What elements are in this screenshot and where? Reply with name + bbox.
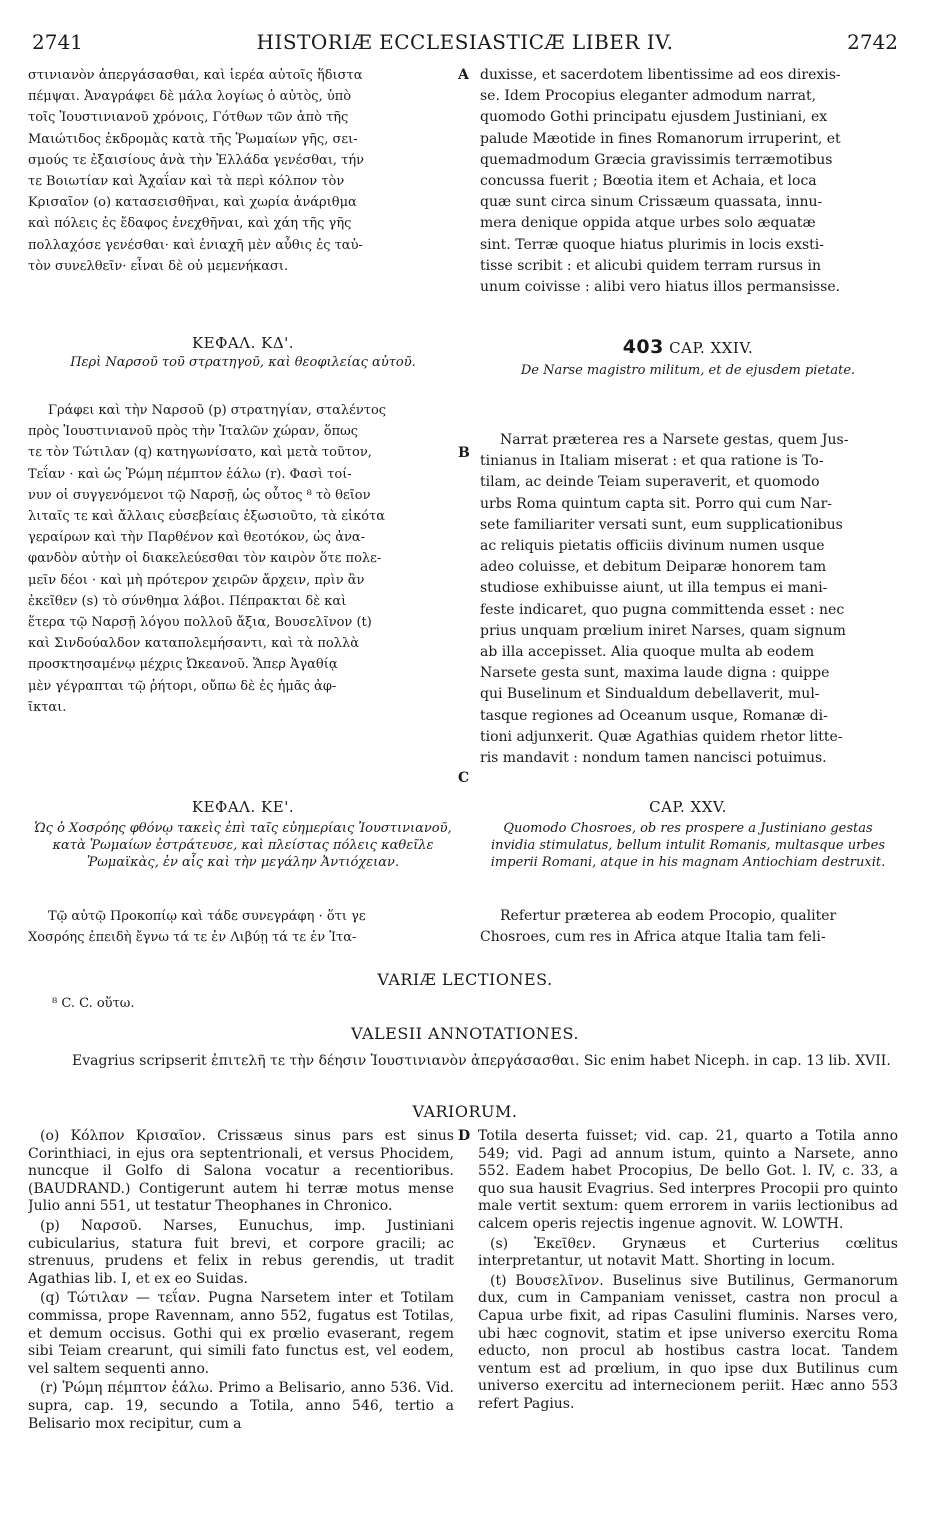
latin-line: quomodo Gothi principatu ejusdem Justiniani, ex [480, 109, 828, 126]
latin-line: tilam, ac deinde Teiam superaverit, et quomodo [480, 474, 820, 491]
greek-line: τε Βοιωτίαν καὶ Ἀχαΐαν καὶ τὰ περὶ κόλπον τὸν [28, 174, 345, 190]
greek-line: Τῷ αὐτῷ Προκοπίῳ καὶ τάδε συνεγράφη · ὅτι γε [48, 909, 366, 924]
latin-line: sete familiariter versati sunt, eum supplicationibus [480, 516, 843, 533]
greek-line: καὶ Σινδούαλδον καταπολεμήσαντι, καὶ τὰ πολλὰ [28, 636, 360, 652]
latin-line: tisse scribit : et alicubi quidem terram rursus in [480, 257, 822, 274]
page-title: HISTORIÆ ECCLESIASTICÆ LIBER IV. [256, 30, 674, 54]
greek-line: πέμψαι. Ἀναγράφει δὲ μάλα λογίως ὁ αὐτὸς, ὑπὸ [28, 89, 352, 105]
latin-line: Chosroes, cum res in Africa atque Italia tam feli- [480, 929, 826, 946]
greek-line: ἐκεῖθεν (s) τὸ σύνθημα λάβοι. Πέπρακται δὲ καὶ [28, 593, 347, 609]
latin-line: Narsete gesta sunt, maxima laude digna : quippe [480, 665, 830, 682]
latin-line: tinianus in Italiam miserat : et qua ratione is To- [480, 453, 824, 470]
greek-line: πολλαχόσε γενέσθαι· καὶ ἐνιαχῆ μὲν αὖθις ἐς ταὐ- [28, 237, 363, 253]
latin-line: se. Idem Procopius eleganter admodum narrat, [480, 88, 817, 105]
greek-line: στινιανὸν ἀπεργάσασθαι, καὶ ἱερέα αὐτοῖς ἥδιστα [28, 68, 363, 83]
greek-line: Κρισαῖον (o) κατασεισθῆναι, καὶ χωρία ἀνάριθμα [28, 195, 357, 211]
latin-chapter-25-heading: CAP. XXV. [649, 798, 727, 816]
greek-line: λιταῖς τε καὶ ἄλλαις εὐσεβείαις ἐξωσιοῦτο, τὰ εἰκότα [28, 509, 386, 525]
margin-letter-b: B [458, 445, 470, 461]
latin-chapter-24-body [480, 430, 896, 780]
greek-line: τε τὸν Τώτιλαν (q) κατηγωνίσατο, καὶ μετὰ τοῦτον, [28, 445, 372, 461]
variorum-note-r: (r) Ῥώμη πέμπτον ἑάλω. Primo a Belisario, anno 536. Vid. supra, cap. 19, secundo a Totila, anno 546, tertio a Belisario mox recipitur, cum a [28, 1380, 454, 1432]
latin-line: concussa fuerit ; Bœotia item et Achaia, et loca [480, 173, 817, 190]
greek-intro [28, 65, 458, 285]
valesii-annotationes-title: VALESII ANNOTATIONES. [351, 1024, 579, 1043]
latin-line: sint. Terræ quoque hiatus plurimis in locis exsti- [480, 236, 824, 253]
latin-line: qui Buselinum et Sindualdum debellaverit, mul- [480, 686, 820, 703]
greek-line: τοῖς Ἰουστινιανοῦ χρόνοις, Γότθων τῶν ἀπὸ τῆς [28, 110, 349, 126]
variant-note: ⁸ C. C. οὕτω. [52, 996, 135, 1011]
variorum-note-o: (o) Κόλπον Κρισαῖον. Crissæus sinus pars est sinus Corinthiaci, in ejus ora septentrionali, et versus Phocidem, nuncque il Golfo di Salona vocatur a recentioribus. (BAUDRAND.) Contigerunt autem hi terræ motus mense Julio anni 551, ut testatur Theophanes in Chronico. [28, 1128, 454, 1215]
latin-line: Narrat præterea res a Narsete gestas, quem Jus- [500, 432, 849, 448]
margin-letter-c: C [458, 770, 470, 786]
variae-lectiones-title: VARIÆ LECTIONES. [377, 970, 553, 989]
greek-line: μεῖν δέοι · καὶ μὴ πρότερον χειρῶν ἄρχειν, πρὶν ἂν [28, 572, 365, 588]
latin-line: studiose exhibuisse aiunt, ut illa tempus ei mani- [480, 580, 828, 597]
greek-line: ἕτερα τῷ Ναρσῇ λόγου πολλοῦ ἄξια, Βουσελῖνον (t) [28, 615, 372, 631]
variorum-note-q: (q) Τώτιλαν — τεΐαν. Pugna Narsetem inter et Totilam commissa, prope Ravennam, anno 552, fugatus est Totilas, et demum occisus. Gothi qui ex prœlio evaserant, regem sibi Teiam crearunt, qui simili fato functus est, vel eodem, vel saltem sequenti anno. [28, 1290, 454, 1377]
greek-line: Γράφει καὶ τὴν Ναρσοῦ (p) στρατηγίαν, σταλέντος [48, 403, 387, 418]
latin-line: Refertur præterea ab eodem Procopio, qualiter [500, 908, 837, 924]
variorum-notes-left [28, 1128, 454, 1520]
greek-chapter-24-title: Περὶ Ναρσοῦ τοῦ στρατηγοῦ, καὶ θεοφιλείας αὐτοῦ. [70, 355, 416, 370]
margin-letter-d: D [458, 1128, 471, 1144]
latin-line: tasque regiones ad Oceanum usque, Romanæ di- [480, 707, 828, 724]
latin-line: feste indicaret, quo pugna committenda esset : nec [480, 601, 845, 618]
greek-chapter-25-body [28, 906, 458, 950]
latin-line: prius unquam prœlium iniret Narses, quam signum [480, 622, 846, 639]
greek-line: φανδὸν αὐτὴν οἱ διακελεύεσθαι τὸν καιρὸν ὅτε πολε- [28, 551, 382, 567]
margin-letter-a: A [458, 67, 469, 83]
latin-line: palude Mæotide in fines Romanorum irruperint, et [480, 130, 841, 147]
latin-line: mera denique oppida atque urbes solo æquatæ [480, 215, 816, 232]
latin-line: ris mandavit : nondum tamen nancisci potuimus. [480, 750, 827, 767]
latin-line: ac reliquis pietatis officiis divinum numen usque [480, 538, 825, 555]
greek-chapter-25-heading: ΚΕΦΑΛ. ΚΕ'. [191, 798, 295, 816]
greek-chapter-24-body [28, 400, 458, 730]
greek-chapter-24-heading: ΚΕΦΑΛ. ΚΔ'. [191, 334, 295, 352]
latin-chapter-24-title: De Narse magistro militum, et de ejusdem pietate. [520, 363, 856, 378]
greek-line: προσκτησαμένῳ μέχρις Ὠκεανοῦ. Ἅπερ Ἀγαθίᾳ [28, 657, 338, 673]
greek-line: Τεΐαν · καὶ ὡς Ῥώμη πέμπτον ἑάλω (r). Φασὶ τοί- [28, 466, 352, 482]
latin-chapter-25-title: Quomodo Chosroes, ob res prospere a Justiniano gestas invidia stimulatus, bellum intulit Romanis, multasque urbes imperii Romani, atque in his magnam Antiochiam destruxit. [490, 821, 886, 870]
greek-line: Χοσρόης ἐπειδὴ ἔγνω τά τε ἐν Λιβύῃ τά τε ἐν Ἰτα- [28, 930, 357, 946]
valesii-annotation-text: Evagrius scripserit ἐπιτελῆ τε τὴν δέησιν Ἰουστινιανὸν ἀπεργάσασθαι. Sic enim habet Niceph. in cap. 13 lib. XVII. [72, 1053, 891, 1069]
variorum-note-t: (t) Βουσελῖνον. Buselinus sive Butilinus, Germanorum dux, cum in Campaniam venisset, castra non procul a Capua urbe fixit, ad ripas Casulini fluminis. Narses vero, ubi hæc cognovit, statim et ipse universo exercitu Roma educto, non procul ab hostibus castra locat. Tandem ventum est ad prœlium, in quo ipse dux Butilinus cum universo exercitu ad internecionem periit. Hæc anno 553 refert Pagius. [478, 1272, 898, 1412]
greek-line: μὲν γέγραπται τῷ ῥήτορι, οὔπω δὲ ἐς ἡμᾶς ἀφ- [28, 678, 337, 694]
variorum-notes-right [478, 1128, 898, 1520]
page-number-left: 2741 [32, 30, 83, 54]
page-number-right: 2742 [847, 30, 898, 54]
latin-line: unum coivisse : alibi vero hiatus illos permansisse. [480, 279, 841, 296]
latin-line: quemadmodum Græcia gravissimis terræmotibus [480, 151, 833, 168]
latin-intro [480, 65, 896, 305]
greek-line: νυν οἱ συγγενόμενοι τῷ Ναρσῇ, ὡς οὗτος ⁸ τὸ θεῖον [28, 487, 371, 503]
greek-line: καὶ πόλεις ἐς ἔδαφος ἐνεχθῆναι, καὶ χάη τῆς γῆς [28, 216, 352, 232]
variorum-note-r-continued: Totila deserta fuisset; vid. cap. 21, quarto a Totila anno 549; vid. Pagi ad annum istum, quinto a Narsete, anno 552. Eadem habet Procopius, De bello Got. l. IV, c. 33, a quo sua hausit Evagrius. Sed interpres Procopii pro quinto male vertit sextum: quem errorem in variis lectionibus ad calcem operis rejectis ingenue agnovit. W. LOWTH. [478, 1128, 898, 1232]
latin-line: urbs Roma quintum capta sit. Porro qui cum Nar- [480, 495, 833, 512]
latin-line: ab illa accepisset. Alia quoque multa ab eodem [480, 644, 815, 661]
greek-line: πρὸς Ἰουστινιανοῦ πρὸς τὴν Ἰταλῶν χώραν, ὅπως [28, 424, 359, 440]
greek-line: Μαιώτιδος ἐκδρομὰς κατὰ τῆς Ῥωμαίων γῆς, σει- [28, 131, 358, 147]
chapter-number: 403 [622, 336, 664, 358]
greek-line: γεραίρων καὶ τὴν Παρθένον καὶ θεοτόκον, ὡς ἀνα- [28, 530, 366, 546]
latin-line: duxisse, et sacerdotem libentissime ad eos direxis- [480, 67, 841, 83]
variorum-title: VARIORUM. [412, 1102, 518, 1121]
latin-chapter-24-heading [480, 336, 896, 358]
latin-line: tioni adjunxerit. Quæ Agathias quidem rhetor litte- [480, 728, 843, 745]
latin-line: adeo coluisse, et debitum Deiparæ honorem tam [480, 559, 827, 576]
greek-chapter-25-title: Ὡς ὁ Χοσρόης φθόνῳ τακεὶς ἐπὶ ταῖς εὐημερίαις Ἰουστινιανοῦ, κατὰ Ῥωμαίων ἐστράτευσε, καὶ πλείστας πόλεις καθεῖλε Ῥωμαϊκὰς, ἐν αἷς καὶ τὴν μεγάλην Ἀντιόχειαν. [34, 821, 452, 870]
latin-line: quæ sunt circa sinum Crissæum quassata, innu- [480, 194, 823, 211]
variorum-note-s: (s) Ἐκεῖθεν. Grynæus et Curterius cœlitus interpretantur, ut notavit Matt. Shorting in locum. [478, 1235, 898, 1270]
greek-line: τὸν συνελθεῖν· εἶναι δὲ οὐ μεμενήκασι. [28, 258, 289, 274]
latin-chapter-24-label: CAP. XXIV. [669, 339, 754, 357]
running-header [32, 30, 898, 56]
greek-line: ῖκται. [28, 699, 67, 715]
greek-line: σμούς τε ἐξαισίους ἀνὰ τὴν Ἑλλάδα γενέσθαι, τήν [28, 152, 365, 168]
variorum-note-p: (p) Ναρσοῦ. Narses, Eunuchus, imp. Justiniani cubicularius, statura fuit brevi, et corpore gracili; ac strenuus, prudens et felix in rebus gerendis, ut tradit Agathias lib. I, et ex eo Suidas. [28, 1217, 454, 1287]
latin-chapter-25-body [480, 906, 896, 950]
